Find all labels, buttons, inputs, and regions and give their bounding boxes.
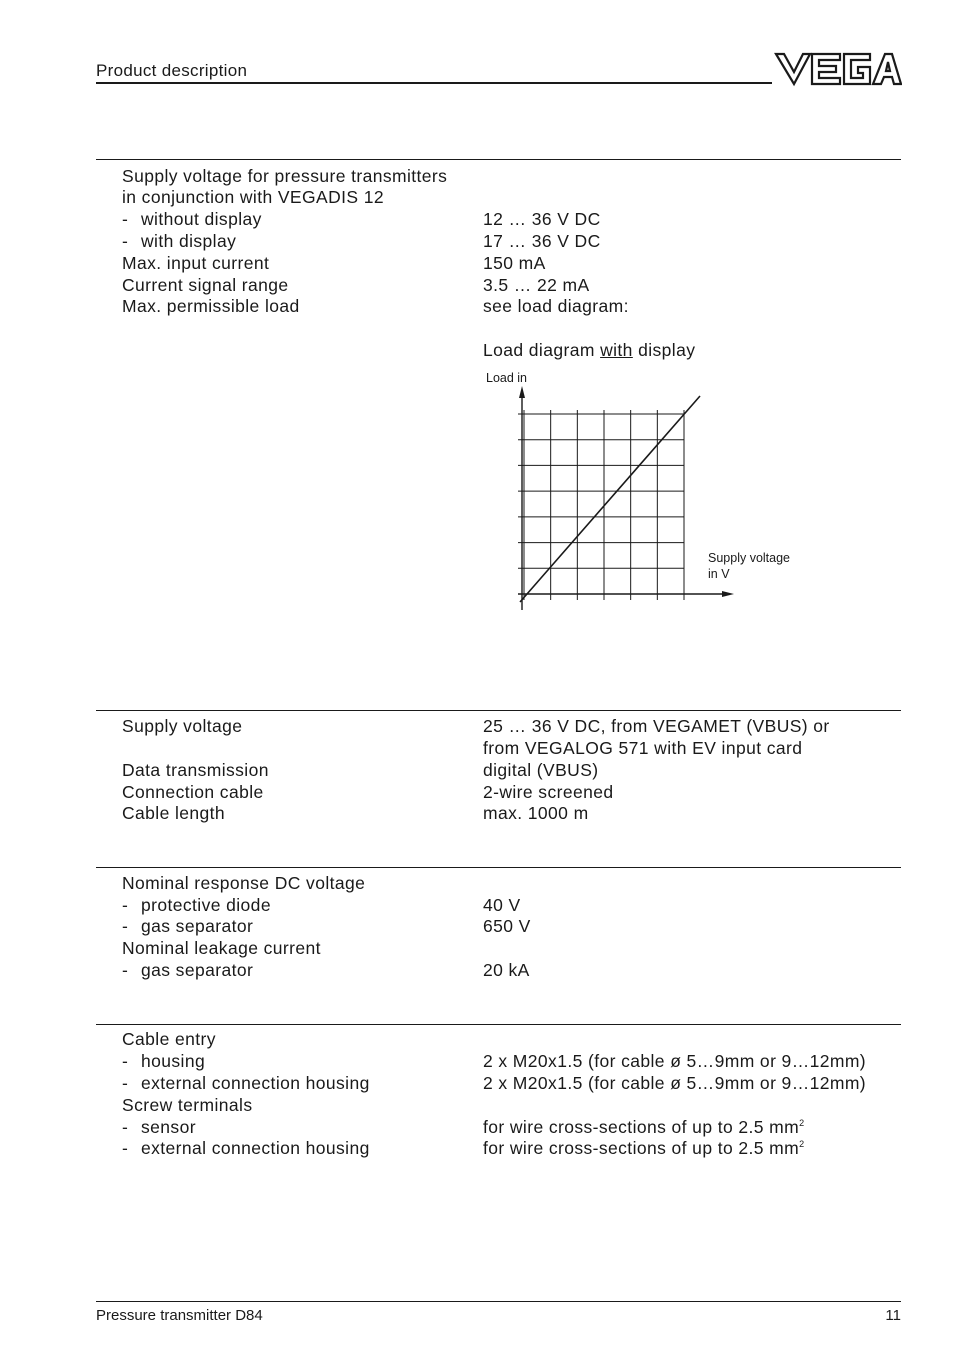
housing-text: housing <box>141 1051 206 1071</box>
data-transmission-label: Data transmission <box>122 760 269 780</box>
max-permissible-load-value: see load diagram: <box>483 296 629 316</box>
external-housing-terminals-value-text: for wire cross-sections of up to 2.5 mm <box>483 1138 800 1158</box>
current-signal-range-label: Current signal range <box>122 275 289 295</box>
external-housing-terminals-text: external connection housing <box>141 1138 370 1158</box>
connection-cable-value: 2-wire screened <box>483 782 614 802</box>
vbus-supply-voltage-value-line1: 25 … 36 V DC, from VEGAMET (VBUS) or <box>483 716 830 736</box>
chart-series-line <box>520 396 700 602</box>
gas-separator-label <box>122 916 253 936</box>
vega-logo <box>774 50 902 88</box>
chart-x-axis-label-line2: in V <box>708 567 730 581</box>
chart-grid <box>518 410 684 600</box>
nominal-leakage-current-label: Nominal leakage current <box>122 938 321 958</box>
external-housing-text: external connection housing <box>141 1073 370 1093</box>
page-header-title: Product description <box>96 61 248 80</box>
external-housing-terminals-value <box>483 1138 805 1158</box>
header-rule <box>96 82 772 84</box>
cable-length-label: Cable length <box>122 803 226 823</box>
section-divider-3 <box>96 867 901 868</box>
protective-diode-text: protective diode <box>141 895 271 915</box>
chart-y-axis-arrow <box>519 386 525 398</box>
external-housing-label <box>122 1073 370 1093</box>
cable-entry-label: Cable entry <box>122 1029 216 1049</box>
load-diagram-title-with: with <box>600 340 633 360</box>
dash-bullet: - <box>122 1051 129 1071</box>
external-housing-value: 2 x M20x1.5 (for cable ø 5…9mm or 9…12mm) <box>483 1073 867 1093</box>
housing-label <box>122 1051 205 1071</box>
supply-voltage-heading-line1: Supply voltage for pressure transmitters <box>122 166 448 186</box>
dash-bullet: - <box>122 1073 129 1093</box>
load-diagram-title <box>483 340 695 360</box>
nominal-response-voltage-label: Nominal response DC voltage <box>122 873 366 893</box>
section-divider-2 <box>96 710 901 711</box>
chart-y-axis-label: Load in <box>486 371 528 385</box>
external-housing-terminals-value-superscript: 2 <box>799 1139 805 1149</box>
connection-cable-label: Connection cable <box>122 782 264 802</box>
without-display-label <box>122 209 262 229</box>
chart-x-axis-label-line1: Supply voltage <box>708 551 791 565</box>
external-housing-terminals-label <box>122 1138 370 1158</box>
with-display-value: 17 … 36 V DC <box>483 231 601 251</box>
sensor-text: sensor <box>141 1117 196 1137</box>
dash-bullet: - <box>122 960 129 980</box>
max-input-current-value: 150 mA <box>483 253 546 273</box>
sensor-label <box>122 1117 196 1137</box>
dash-bullet: - <box>122 1117 129 1137</box>
without-display-text: without display <box>141 209 262 229</box>
without-display-value: 12 … 36 V DC <box>483 209 601 229</box>
current-signal-range-value: 3.5 … 22 mA <box>483 275 590 295</box>
supply-voltage-heading-line2: in conjunction with VEGADIS 12 <box>122 187 384 207</box>
footer-document-title: Pressure transmitter D84 <box>96 1307 263 1324</box>
max-permissible-load-label: Max. permissible load <box>122 296 300 316</box>
gas-separator-leakage-text: gas separator <box>141 960 254 980</box>
section-divider-1 <box>96 159 901 160</box>
dash-bullet: - <box>122 209 129 229</box>
footer-page-number: 11 <box>885 1307 901 1324</box>
gas-separator-value: 650 V <box>483 916 531 936</box>
footer-rule <box>96 1301 901 1302</box>
sensor-value <box>483 1117 805 1137</box>
housing-value: 2 x M20x1.5 (for cable ø 5…9mm or 9…12mm) <box>483 1051 867 1071</box>
gas-separator-text: gas separator <box>141 916 254 936</box>
screw-terminals-label: Screw terminals <box>122 1095 253 1115</box>
cable-length-value: max. 1000 m <box>483 803 589 823</box>
load-diagram-title-a: Load diagram <box>483 340 601 360</box>
section-divider-4 <box>96 1024 901 1025</box>
dash-bullet: - <box>122 916 129 936</box>
load-diagram-title-c: display <box>632 340 696 360</box>
protective-diode-label <box>122 895 271 915</box>
with-display-label <box>122 231 236 251</box>
gas-separator-leakage-label <box>122 960 253 980</box>
with-display-text: with display <box>141 231 237 251</box>
dash-bullet: - <box>122 231 129 251</box>
data-transmission-value: digital (VBUS) <box>483 760 599 780</box>
max-input-current-label: Max. input current <box>122 253 270 273</box>
gas-separator-leakage-value: 20 kA <box>483 960 530 980</box>
dash-bullet: - <box>122 1138 129 1158</box>
protective-diode-value: 40 V <box>483 895 521 915</box>
sensor-value-text: for wire cross-sections of up to 2.5 mm <box>483 1117 800 1137</box>
dash-bullet: - <box>122 895 129 915</box>
load-diagram-chart <box>480 366 810 616</box>
vbus-supply-voltage-label: Supply voltage <box>122 716 243 736</box>
sensor-value-superscript: 2 <box>799 1118 805 1128</box>
vbus-supply-voltage-value-line2: from VEGALOG 571 with EV input card <box>483 738 803 758</box>
chart-x-axis-arrow <box>722 591 734 597</box>
